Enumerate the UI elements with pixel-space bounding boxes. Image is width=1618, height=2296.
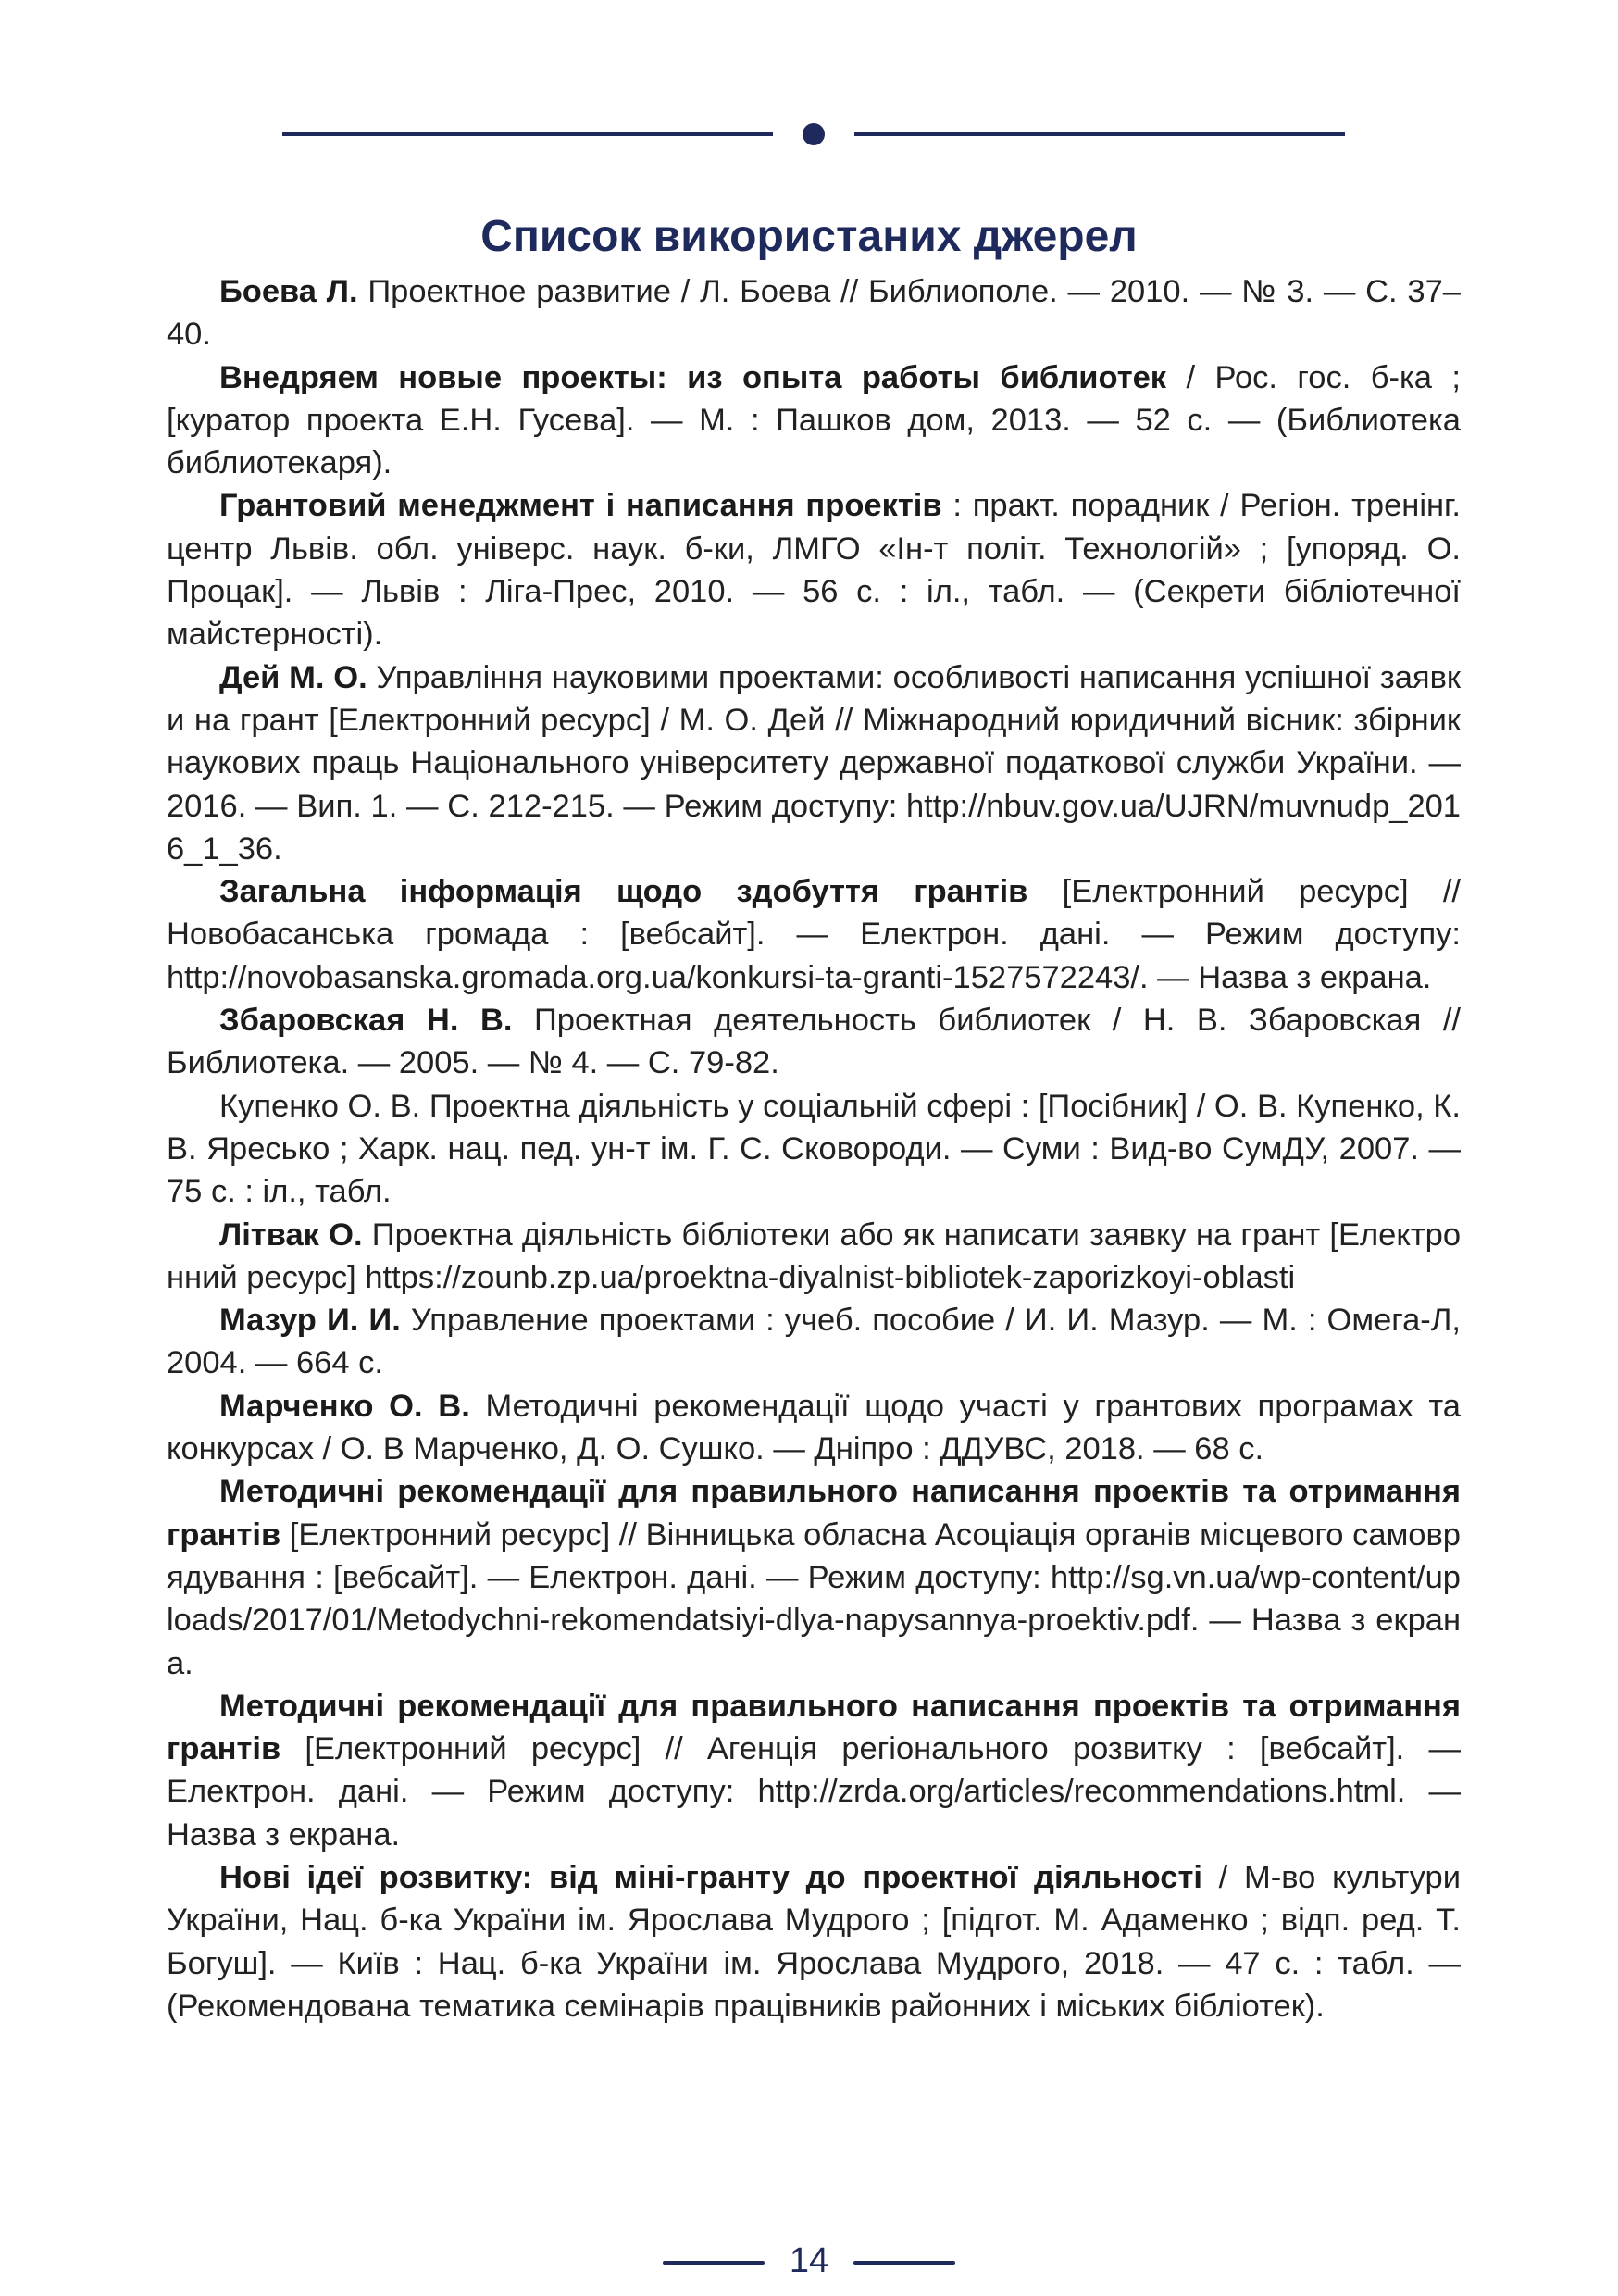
reference-details: [Електронний ресурс] // Агенція регіонального розвитку : [вебсайт]. — Електрон. дані. — Режим доступу: http://zrda.org/articles/recommendations.html. — Назва з екрана. — [167, 1731, 1461, 1853]
reference-item — [167, 656, 1461, 870]
reference-author: Нові ідеї розвитку: від міні-гранту до проектної діяльності — [219, 1859, 1202, 1895]
reference-author: Методичні рекомендації для правильного написання проектів та отримання грантів — [167, 1474, 1461, 1553]
reference-item — [167, 1470, 1461, 1684]
reference-author: Дей М. О. — [219, 659, 367, 695]
reference-author: Літвак О. — [219, 1217, 363, 1253]
top-decorative-rule — [282, 119, 1345, 156]
reference-details: Купенко О. В. Проектна діяльність у соціальній сфері : [Посібник] / О. В. Купенко, К. В. Яресько ; Харк. нац. пед. ун-т ім. Г. С. Сковороди. — Суми : Вид-во СумДУ, 2007. — 75 с. : іл., табл. — [167, 1088, 1461, 1210]
reference-author: Марченко О. В. — [219, 1388, 470, 1424]
reference-item — [167, 1299, 1461, 1385]
reference-details: / Рос. гос. б-ка ; [куратор проекта Е.Н. Гусева]. — М. : Пашков дом, 2013. — 52 с. — (Библиотека библиотекаря). — [167, 359, 1461, 481]
reference-item — [167, 1214, 1461, 1300]
reference-details: Управління науковими проектами: особливості написання успішної заявки на грант [Електронний ресурс] / М. О. Дей // Міжнародний юридичний вісник: збірник наукових праць Національного університету державної податкової служби України. — 2016. — Вип. 1. — С. 212-215. — Режим доступу: http://nbuv.gov.ua/UJRN/muvnudp_2016_1_36. — [167, 659, 1461, 867]
reference-list — [167, 270, 1461, 2028]
reference-author: Боева Л. — [219, 274, 358, 309]
reference-author: Внедряем новые проекты: из опыта работы библиотек — [219, 359, 1167, 395]
reference-item — [167, 356, 1461, 485]
reference-item — [167, 870, 1461, 999]
reference-item — [167, 484, 1461, 655]
reference-details: : практ. порадник / Регіон. тренінг. центр Львів. обл. універс. наук. б-ки, ЛМГО «Ін-т політ. Технологій» ; [упоряд. О. Процак]. — Львів : Ліга-Прес, 2010. — 56 с. : іл., табл. — (Секрети бібліотечної майстерності). — [167, 488, 1461, 653]
reference-item — [167, 1385, 1461, 1471]
reference-author: Методичні рекомендації для правильного написання проектів та отримання грантів — [167, 1688, 1461, 1767]
reference-author: Загальна інформація щодо здобуття грантів — [219, 874, 1028, 910]
footer-rule-right — [853, 2261, 955, 2265]
reference-author: Збаровская Н. В. — [219, 1003, 513, 1039]
reference-item — [167, 999, 1461, 1085]
page-title: Список використаних джерел — [480, 212, 1138, 261]
reference-details: [Електронний ресурс] // Вінницька обласна Асоціація органів місцевого самоврядування : [вебсайт]. — Електрон. дані. — Режим доступу: http://sg.vn.ua/wp-content/uploads/2017/01/Metodychni-rekomendatsiyi-dlya-napysannya-proektiv.pdf. — Назва з екрана. — [167, 1516, 1461, 1681]
reference-author: Мазур И. И. — [219, 1303, 401, 1339]
reference-item — [167, 270, 1461, 356]
reference-details: Проектная деятельность библиотек / Н. В. Збаровская // Библиотека. — 2005. — № 4. — С. 79-82. — [167, 1003, 1461, 1081]
reference-details: Методичні рекомендації щодо участі у грантових програмах та конкурсах / О. В Марченко, Д. О. Сушко. — Дніпро : ДДУВС, 2018. — 68 с. — [167, 1388, 1461, 1467]
footer-rule-left — [663, 2261, 765, 2265]
reference-details: Управление проектами : учеб. пособие / И. И. Мазур. — М. : Омега-Л, 2004. — 664 с. — [167, 1303, 1461, 1381]
reference-details: Проектна діяльність бібліотеки або як написати заявку на грант [Електронний ресурс] https://zounb.zp.ua/proektna-diyalnist-bibliotek-zaporizkoyi-oblasti — [167, 1217, 1462, 1295]
reference-item — [167, 1085, 1461, 1214]
reference-details: / М-во культури України, Нац. б-ка України ім. Ярослава Мудрого ; [підгот. М. Адаменко ; відп. ред. Т. Богуш]. — Київ : Нац. б-ка України ім. Ярослава Мудрого, 2018. — 47 с. : табл. — (Рекомендована тематика семінарів працівників районних і міських бібліотек). — [167, 1859, 1462, 2024]
reference-item — [167, 1856, 1461, 2028]
reference-item — [167, 1685, 1461, 1856]
page-number: 14 — [789, 2241, 829, 2280]
reference-details: Проектное развитие / Л. Боева // Библиополе. — 2010. — № 3. — С. 37–40. — [167, 274, 1461, 353]
reference-author: Грантовий менеджмент і написання проектів — [219, 488, 942, 524]
reference-details: [Електронний ресурс] // Новобасанська громада : [вебсайт]. — Електрон. дані. — Режим доступу: http://novobasanska.gromada.org.ua/konkursi-ta-granti-1527572243/. — Назва з екрана. — [167, 874, 1461, 995]
